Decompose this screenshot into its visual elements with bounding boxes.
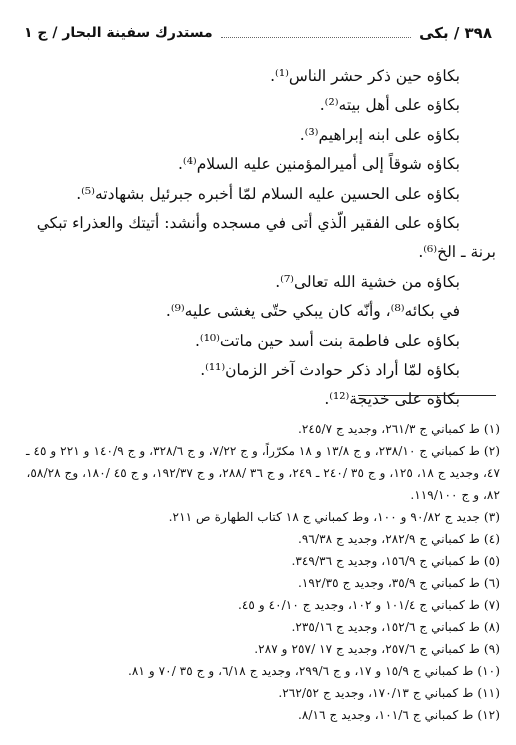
text-line: في بكائه⁽⁸⁾، وأنّه كان يبكي حتّى يغشى عليه⁽⁹⁾. — [165, 302, 460, 321]
text-line: بكاؤه على أهل بيته⁽²⁾. — [319, 96, 460, 115]
footnote: (١) ط كمباني ج ٢٦١/٣، وجديد ج ٢٤٥/٧. — [298, 422, 500, 436]
page-number-label: ٣٩٨ / بكى — [419, 24, 492, 42]
footnote: (٥) ط كمباني ج ١٥٦/٩، وجديد ج ٣٤٩/٣٦. — [291, 554, 500, 568]
footnote: (١٠) ط كمباني ج ١٥/٩ و ١٧، و ج ٢٩٩/٦، وجديد ج ٦/١٨، و ج ٣٥ /٧٠ و ٨١. — [127, 664, 500, 678]
book-title: مستدرك سفينة البحار / ج ١ — [24, 25, 213, 41]
footnote: (٦) ط كمباني ج ٣٥/٩، وجديد ج ١٩٢/٣٥. — [298, 576, 500, 590]
text-line: بكاؤه من خشية الله تعالى⁽⁷⁾. — [275, 272, 460, 291]
footnote-divider — [358, 395, 496, 396]
text-line: بكاؤه على الفقير الّذي أتى في مسجده وأنشد: أتيتك والعذراء تبكي برنة ـ الخ⁽⁶⁾. — [36, 214, 496, 262]
page-header — [24, 22, 492, 44]
main-text — [20, 62, 496, 415]
text-line: بكاؤه على خديجة⁽¹²⁾. — [324, 390, 460, 409]
footnote: (٤) ط كمباني ج ٢٨٢/٩، وجديد ج ٩٦/٣٨. — [298, 532, 500, 546]
footnotes — [16, 418, 500, 726]
footnote: (١٢) ط كمباني ج ١٠١/٦، وجديد ج ٨/١٦. — [298, 708, 500, 722]
footnote: (١١) ط كمباني ج ١٧٠/١٣، وجديد ج ٢٦٢/٥٢. — [278, 686, 500, 700]
footnote: (٣) جديد ج ٩٠/٨٢ و ١٠٠، وط كمباني ج ١٨ كتاب الطهارة ص ٢١١. — [168, 510, 500, 524]
text-line: بكاؤه حين ذكر حشر الناس⁽¹⁾. — [270, 67, 460, 85]
footnote: (٩) ط كمباني ج ٢٥٧/٦، وجديد ج ١٧ /٢٥٧ و ٢٨٧. — [254, 642, 500, 656]
text-line: بكاؤه على فاطمة بنت أسد حين ماتت⁽¹⁰⁾. — [194, 331, 460, 350]
text-line: بكاؤه شوقاً إلى أميرالمؤمنين عليه السلام⁽⁴⁾. — [177, 155, 460, 174]
header-dotted-leader — [221, 29, 411, 38]
footnote: (٢) ط كمباني ج ٢٣٨/١٠، و ج ١٣/٨ و ١٨ مكرّراً، و ج ٧/٢٢، و ج ٣٢٨/٦، و ج ١٤٠/٩ و ٢٢١ و ٤٥ ـ ٤٧، وجديد ج ١٨، ١٢٥، و ج ٣٥ /٢٤٠ ـ ٢٤٩، و ج ٣٦ /٢٨٨، و ج ١٩٢/٣٧، و ج ٤٥ /١٨٠، وج ٥٨/٢٨، ٨٢، و ج ١١٩/١٠٠. — [25, 444, 500, 502]
footnote: (٧) ط كمباني ج ١٠١/٤ و ١٠٢، وجديد ج ٤٠/١٠ و ٤٥. — [237, 598, 500, 612]
text-line: بكاؤه على ابنه إبراهيم⁽³⁾. — [299, 125, 460, 144]
footnote: (٨) ط كمباني ج ١٥٢/٦، وجديد ج ٢٣٥/١٦. — [291, 620, 500, 634]
text-line: بكاؤه على الحسين عليه السلام لمّا أخبره جبرئيل بشهادته⁽⁵⁾. — [76, 184, 460, 203]
text-line: بكاؤه لمّا أراد ذكر حوادث آخر الزمان⁽¹¹⁾. — [200, 361, 460, 380]
